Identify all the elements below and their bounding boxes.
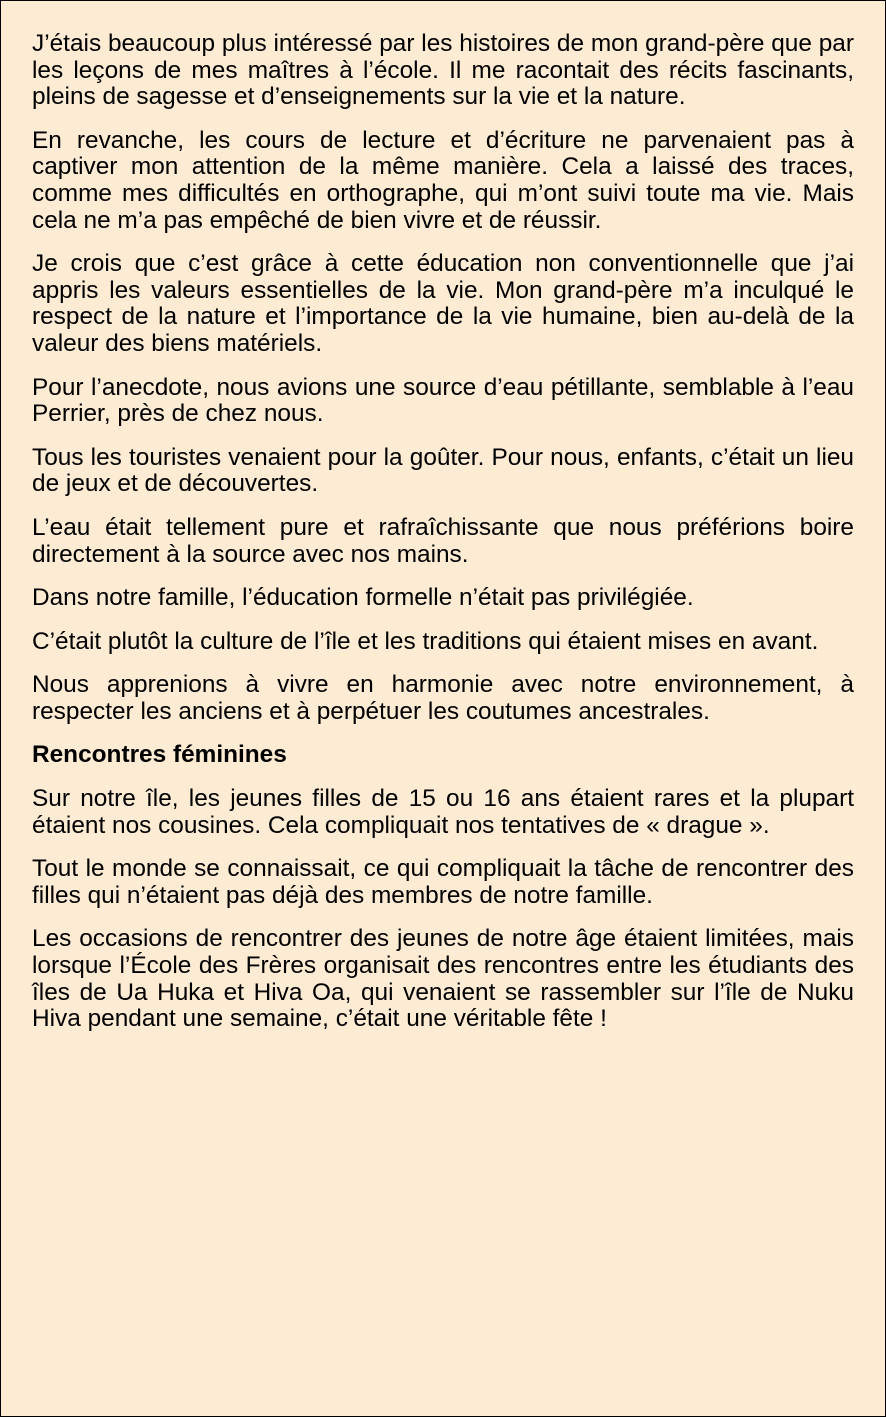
paragraph: J’étais beaucoup plus intéressé par les histoires de mon grand-père que par les leçons de mes maîtres à l’école. Il me racontait des récits fascinants, pleins de sagesse et d’enseignements sur la vie et la nature. bbox=[32, 30, 854, 111]
paragraph: Sur notre île, les jeunes filles de 15 ou 16 ans étaient rares et la plupart étaient nos cousines. Cela compliquait nos tentatives de « drague ». bbox=[32, 785, 854, 839]
paragraph: Tous les touristes venaient pour la goûter. Pour nous, enfants, c’était un lieu de jeux et de découvertes. bbox=[32, 443, 854, 498]
paragraph: En revanche, les cours de lecture et d’écriture ne parvenaient pas à captiver mon attention de la même manière. Cela a laissé des traces, comme mes difficultés en orthographe, qui m’ont suivi toute ma vie. Mais cela ne m’a pas empêché de bien vivre et de réussir. bbox=[32, 126, 854, 234]
paragraph: Je crois que c’est grâce à cette éducation non conventionnelle que j’ai appris les valeurs essentielles de la vie. Mon grand-père m’a inculqué le respect de la nature et l’importance de la vie humaine, bien au-delà de la valeur des biens matériels. bbox=[32, 250, 854, 357]
paragraph: Nous apprenions à vivre en harmonie avec notre environnement, à respecter les anciens et à perpétuer les coutumes ancestrales. bbox=[32, 671, 854, 725]
paragraph: Les occasions de rencontrer des jeunes de notre âge étaient limitées, mais lorsque l’École des Frères organisait des rencontres entre les étudiants des îles de Ua Huka et Hiva Oa, qui venaient se rassembler sur l’île de Nuku Hiva pendant une semaine, c’était une véritable fête ! bbox=[32, 925, 854, 1033]
paragraph: Pour l’anecdote, nous avions une source d’eau pétillante, semblable à l’eau Perrier, près de chez nous. bbox=[32, 373, 854, 428]
paragraph: L’eau était tellement pure et rafraîchissante que nous préférions boire directement à la source avec nos mains. bbox=[32, 513, 854, 568]
paragraph: Tout le monde se connaissait, ce qui compliquait la tâche de rencontrer des filles qui n’étaient pas déjà des membres de notre famille. bbox=[32, 855, 854, 909]
paragraph: C’était plutôt la culture de l’île et les traditions qui étaient mises en avant. bbox=[32, 627, 819, 655]
section-heading: Rencontres féminines bbox=[32, 741, 287, 769]
paragraph: Dans notre famille, l’éducation formelle n’était pas privilégiée. bbox=[32, 584, 694, 612]
